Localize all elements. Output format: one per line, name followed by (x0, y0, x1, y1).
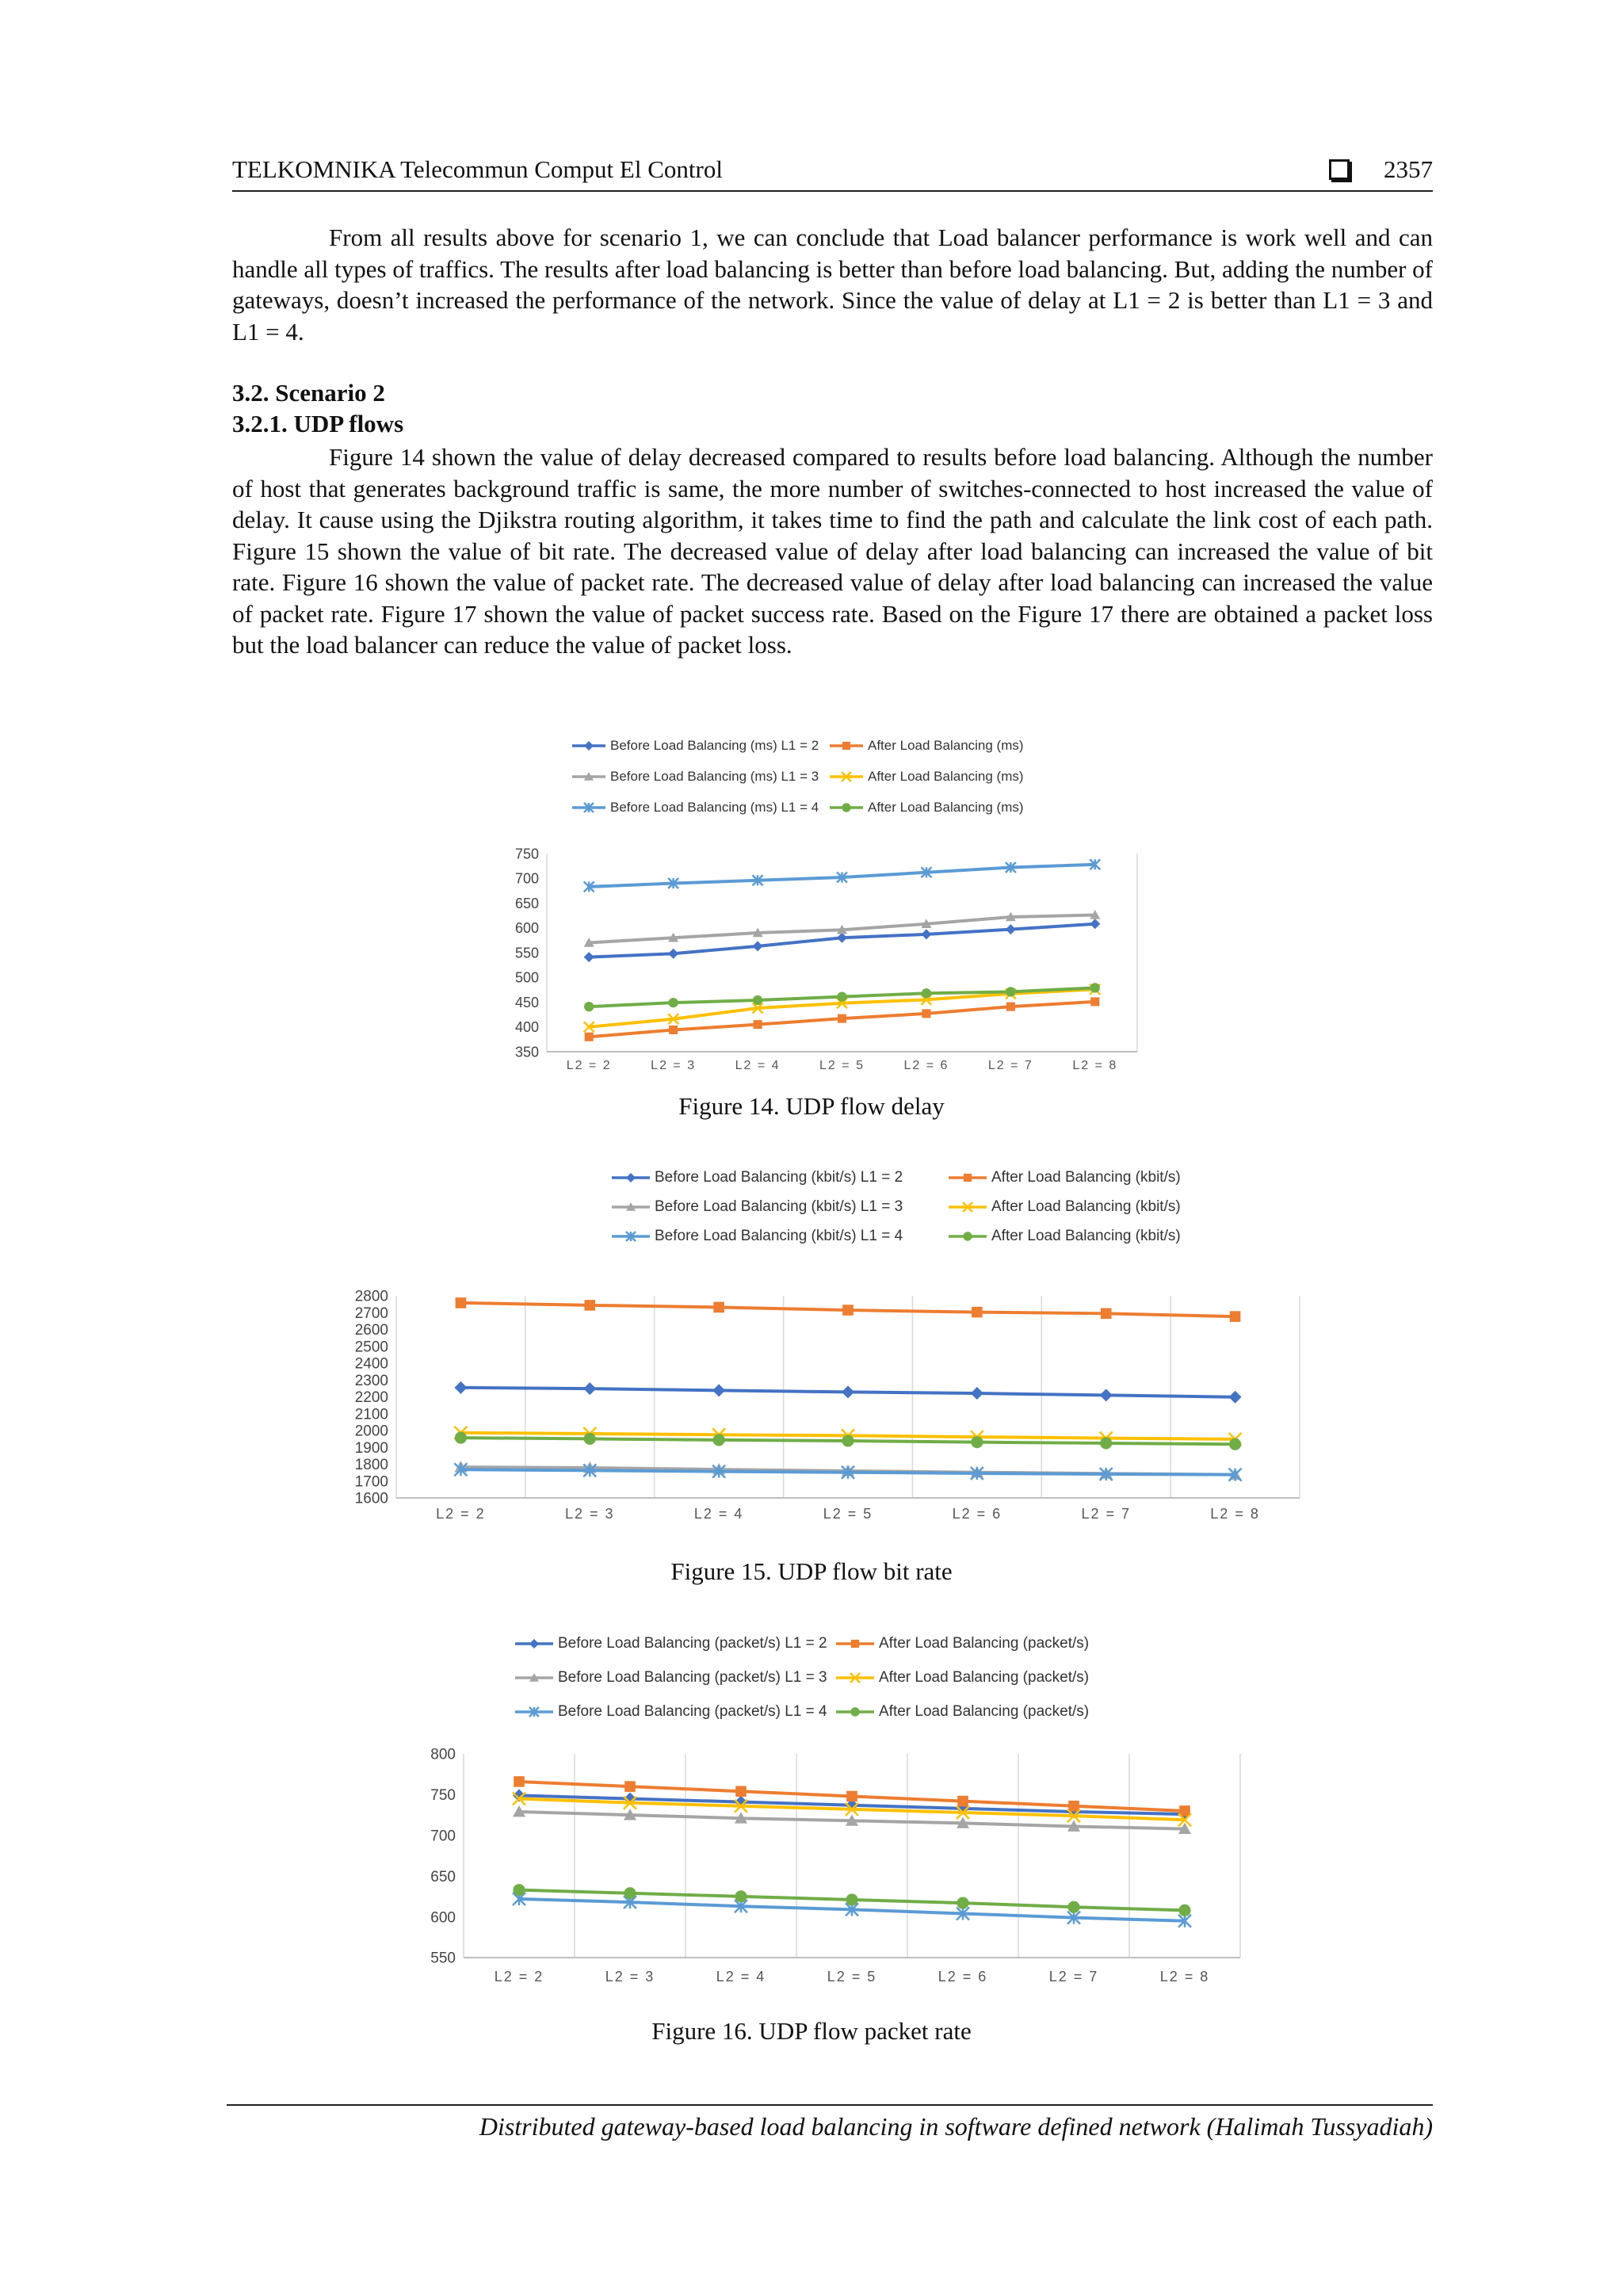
legend-swatch-icon (610, 1198, 651, 1216)
y-tick-label: 2000 (354, 1423, 388, 1440)
legend-label: After Load Balancing (kbit/s) (991, 1198, 1181, 1215)
figure16-legend (514, 1635, 1148, 1730)
data-point (712, 1384, 725, 1396)
legend-swatch-icon (828, 737, 865, 755)
legend-label: Before Load Balancing (kbit/s) L1 = 2 (655, 1169, 903, 1186)
data-point (584, 1002, 594, 1011)
legend-swatch-icon (834, 1669, 876, 1687)
legend-entry (571, 799, 819, 816)
y-tick-label: 700 (430, 1828, 456, 1845)
legend-entry (514, 1635, 827, 1652)
x-tick-label: L2 = 7 (1048, 1969, 1099, 1985)
figure15-legend (610, 1169, 1244, 1256)
legend-label: Before Load Balancing (kbit/s) L1 = 4 (655, 1228, 903, 1244)
data-point (842, 1435, 854, 1446)
data-point (838, 1014, 846, 1023)
legend-swatch-icon (571, 799, 607, 816)
x-tick-label: L2 = 7 (987, 1059, 1033, 1072)
y-tick-label: 2200 (354, 1389, 388, 1407)
legend-swatch-icon (947, 1228, 988, 1245)
legend-swatch-icon (571, 768, 607, 785)
y-tick-label: 450 (514, 994, 539, 1010)
x-tick-label: L2 = 4 (716, 1969, 766, 1985)
data-point (584, 1300, 595, 1311)
y-tick-label: 2700 (354, 1305, 388, 1322)
legend-label: Before Load Balancing (packet/s) L1 = 2 (558, 1635, 827, 1652)
data-point (583, 1382, 596, 1395)
figure15-caption: Figure 15. UDP flow bit rate (670, 1557, 953, 1585)
y-tick-label: 550 (430, 1950, 456, 1967)
data-point (456, 1297, 467, 1308)
y-tick-label: 600 (430, 1909, 456, 1927)
data-point (1230, 1311, 1241, 1322)
legend-entry (828, 799, 1024, 816)
data-point (624, 1887, 636, 1899)
legend-entry (947, 1169, 1181, 1186)
y-tick-label: 650 (430, 1868, 456, 1885)
data-point (842, 1385, 854, 1398)
y-tick-label: 2800 (354, 1288, 388, 1305)
data-point (1006, 1003, 1015, 1011)
legend-entry (947, 1228, 1181, 1245)
data-point (837, 933, 847, 943)
figure16-chart (424, 1740, 1256, 1993)
data-point (1229, 1438, 1241, 1450)
journal-title: TELKOMNIKA Telecommun Comput El Control (232, 155, 723, 183)
data-point (922, 988, 931, 998)
x-tick-label: L2 = 5 (827, 1969, 877, 1985)
data-point (1178, 1904, 1190, 1916)
legend-entry (514, 1703, 827, 1721)
data-point (455, 1432, 467, 1444)
x-tick-label: L2 = 3 (651, 1059, 697, 1072)
y-tick-label: 2600 (354, 1322, 388, 1339)
data-point (1090, 997, 1099, 1006)
x-tick-label: L2 = 8 (1072, 1059, 1118, 1072)
y-tick-label: 700 (514, 870, 539, 887)
data-point (1068, 1801, 1079, 1812)
legend-label: After Load Balancing (ms) (868, 800, 1024, 815)
data-point (514, 1776, 525, 1787)
legend-entry (947, 1198, 1181, 1216)
data-point (668, 998, 678, 1007)
figure16-caption: Figure 16. UDP flow packet rate (651, 2017, 972, 2045)
legend-entry (834, 1635, 1089, 1652)
y-tick-label: 350 (514, 1044, 539, 1060)
legend-swatch-icon (514, 1635, 555, 1652)
paragraph-udp-flows: Figure 14 shown the value of delay decreased compared to results before load balancing. Although the number of host that generates background traffic is same, the more number of switches-connected to host increased the value of delay. It cause using the Djikstra routing algorithm, it takes time to find the path and calculate the link cost of each path. Figure 15 shown the value of bit rate. The decreased value of delay after load balancing can increased the value of bit rate. Figure 16 shown the value of packet rate. The decreased value of delay after load balancing can increased the value of packet rate. Figure 17 shown the value of packet success rate. Based on the Figure 17 there are obtained a packet loss but the load balancer can reduce the value of packet loss. (232, 443, 1433, 659)
data-point (753, 995, 762, 1005)
data-point (922, 1009, 930, 1018)
data-point (837, 991, 846, 1001)
x-tick-label: L2 = 5 (823, 1506, 873, 1522)
x-tick-label: L2 = 4 (693, 1506, 744, 1522)
y-tick-label: 1600 (354, 1490, 388, 1507)
y-tick-label: 1800 (354, 1457, 388, 1474)
data-point (713, 1434, 725, 1446)
legend-entry (571, 768, 819, 785)
legend-swatch-icon (834, 1703, 876, 1721)
y-tick-label: 750 (514, 846, 539, 862)
section-heading: 3.2. Scenario 2 (232, 379, 385, 407)
x-tick-label: L2 = 2 (436, 1506, 486, 1522)
data-point (1006, 924, 1016, 934)
data-point (846, 1893, 857, 1905)
x-tick-label: L2 = 3 (605, 1969, 655, 1985)
x-tick-label: L2 = 8 (1159, 1969, 1210, 1985)
data-point (713, 1302, 724, 1313)
figure14-caption: Figure 14. UDP flow delay (678, 1092, 945, 1120)
legend-swatch-icon (571, 737, 607, 755)
data-point (754, 1020, 762, 1029)
legend-label: Before Load Balancing (ms) L1 = 2 (610, 738, 819, 753)
legend-label: After Load Balancing (kbit/s) (991, 1169, 1181, 1186)
y-tick-label: 500 (514, 969, 539, 986)
y-tick-label: 1700 (354, 1473, 388, 1491)
data-point (668, 949, 678, 959)
x-tick-label: L2 = 6 (938, 1969, 988, 1985)
y-tick-label: 800 (430, 1746, 456, 1763)
data-point (584, 952, 594, 962)
figure14-chart (460, 836, 1173, 1074)
data-point (1090, 983, 1100, 992)
x-tick-label: L2 = 7 (1081, 1506, 1131, 1522)
y-tick-label: 650 (514, 895, 539, 911)
square-bullet-icon (1329, 159, 1350, 180)
legend-swatch-icon (834, 1635, 876, 1652)
data-point (1100, 1437, 1112, 1449)
legend-label: Before Load Balancing (ms) L1 = 3 (610, 769, 819, 784)
y-tick-label: 2500 (354, 1339, 388, 1356)
figure14-legend (571, 737, 1125, 824)
data-point (971, 1436, 983, 1448)
y-tick-label: 750 (430, 1787, 456, 1805)
data-point (972, 1307, 983, 1318)
data-point (735, 1890, 747, 1902)
x-tick-label: L2 = 2 (566, 1059, 612, 1072)
legend-entry (571, 737, 819, 755)
y-tick-label: 2300 (354, 1372, 388, 1389)
legend-label: After Load Balancing (packet/s) (879, 1635, 1090, 1652)
legend-label: Before Load Balancing (packet/s) L1 = 3 (558, 1669, 827, 1686)
legend-label: After Load Balancing (ms) (868, 769, 1024, 784)
legend-label: Before Load Balancing (ms) L1 = 4 (610, 800, 819, 815)
legend-swatch-icon (610, 1169, 651, 1186)
data-point (585, 1033, 594, 1041)
data-point (753, 941, 763, 951)
x-tick-label: L2 = 6 (903, 1059, 949, 1072)
subsection-heading: 3.2.1. UDP flows (232, 410, 404, 437)
y-tick-label: 400 (514, 1019, 539, 1036)
data-point (842, 1305, 854, 1316)
x-tick-label: L2 = 2 (494, 1969, 544, 1985)
data-point (1101, 1308, 1112, 1320)
data-point (846, 1791, 857, 1802)
y-tick-label: 2100 (354, 1406, 388, 1423)
data-point (921, 929, 931, 939)
legend-entry (834, 1703, 1089, 1721)
legend-swatch-icon (610, 1228, 651, 1245)
data-point (735, 1786, 747, 1797)
legend-entry (610, 1198, 903, 1216)
legend-entry (828, 737, 1024, 755)
y-tick-label: 600 (514, 920, 539, 937)
page-number: 2357 (1384, 155, 1433, 183)
footer-rule (227, 2104, 1433, 2106)
data-point (957, 1796, 968, 1807)
paragraph-scenario1-conclusion: From all results above for scenario 1, we can conclude that Load balancer performance is work well and can handle all types of traffics. The results after load balancing is better than before load balancing. But, adding the number of gateways, doesn’t increased the performance of the network. Since the value of delay at L1 = 2 is better than L1 = 3 and L1 = 4. (232, 223, 1433, 346)
x-tick-label: L2 = 8 (1210, 1506, 1260, 1522)
legend-swatch-icon (514, 1703, 555, 1721)
data-point (1006, 987, 1015, 996)
y-tick-label: 1900 (354, 1439, 388, 1457)
legend-entry (834, 1669, 1089, 1687)
legend-label: After Load Balancing (ms) (868, 738, 1024, 753)
data-point (513, 1884, 525, 1896)
data-point (1067, 1901, 1079, 1913)
legend-swatch-icon (828, 799, 865, 816)
data-point (669, 1026, 678, 1034)
legend-entry (514, 1669, 827, 1687)
data-point (971, 1387, 983, 1400)
x-tick-label: L2 = 5 (819, 1059, 865, 1072)
legend-label: After Load Balancing (kbit/s) (991, 1228, 1181, 1244)
legend-swatch-icon (514, 1669, 555, 1687)
x-tick-label: L2 = 4 (735, 1059, 781, 1072)
data-point (1100, 1389, 1113, 1401)
figure15-chart (333, 1272, 1308, 1534)
data-point (1179, 1805, 1190, 1817)
legend-label: After Load Balancing (packet/s) (879, 1703, 1090, 1720)
data-point (584, 1433, 596, 1445)
series-2 (456, 1297, 1241, 1322)
running-header (232, 155, 1433, 192)
y-tick-label: 2400 (354, 1355, 388, 1373)
running-footer: Distributed gateway-based load balancing in software defined network (Halimah Tussyadiah) (479, 2112, 1433, 2141)
legend-entry (828, 768, 1024, 785)
legend-entry (610, 1169, 903, 1186)
legend-swatch-icon (828, 768, 865, 785)
series-1 (454, 1381, 1241, 1404)
legend-label: After Load Balancing (packet/s) (879, 1669, 1090, 1686)
legend-label: Before Load Balancing (packet/s) L1 = 4 (558, 1703, 827, 1720)
data-point (454, 1381, 467, 1394)
x-tick-label: L2 = 6 (952, 1506, 1002, 1522)
data-point (1229, 1391, 1242, 1404)
data-point (624, 1781, 636, 1792)
data-point (1090, 919, 1100, 929)
legend-swatch-icon (947, 1169, 988, 1186)
data-point (957, 1897, 968, 1909)
x-tick-label: L2 = 3 (565, 1506, 615, 1522)
series-5 (584, 859, 1101, 892)
y-tick-label: 550 (514, 945, 539, 961)
legend-label: Before Load Balancing (kbit/s) L1 = 3 (655, 1198, 903, 1215)
legend-entry (610, 1228, 903, 1245)
legend-swatch-icon (947, 1198, 988, 1216)
